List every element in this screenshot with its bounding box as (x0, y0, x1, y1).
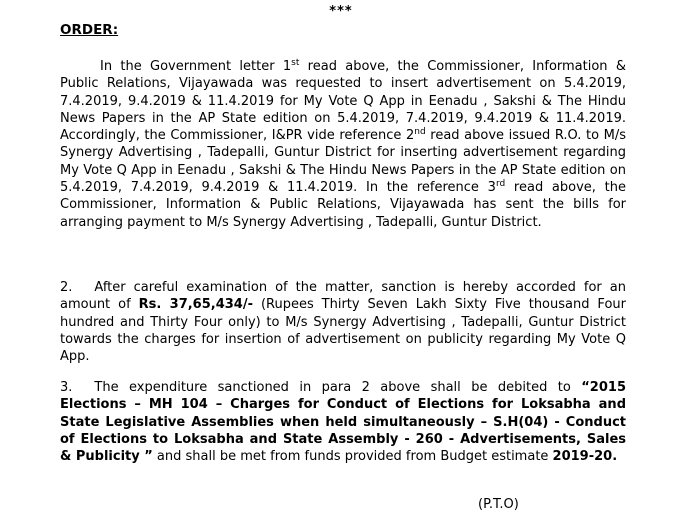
para3-text-1: The expenditure sanctioned in para 2 above shall be debited to (94, 380, 582, 395)
paragraph-3 (60, 379, 626, 465)
para3-number: 3. (60, 380, 73, 395)
para3-text-2: and shall be met from funds provided from Budget estimate (152, 449, 553, 465)
order-heading: ORDER: (60, 22, 119, 38)
para1-sup-1: st (291, 58, 300, 68)
para1-text-4: read above, the Commissioner, Information & Public Relations, Vijayawada has sent the bills for arranging payment to M/s Synergy Advertising , Tadepalli, Guntur District. (60, 180, 626, 230)
pto-label: (P.T.O) (478, 497, 519, 512)
paragraph-1 (60, 58, 626, 231)
para1-text-2: read above, the Commissioner, Information & Public Relations, Vijayawada was requested to insert advertisement on 5.4.2019, 7.4.2019, 9.4.2019 & 11.4.2019 for My Vote Q App in Eenadu , Sakshi & The Hindu News Papers in the AP State edition on 5.4.2019, 7.4.2019, 9.4.2019 & 11.4.2019. Accordingly, the Commissioner, I&PR vide reference 2 (60, 59, 626, 144)
para2-text-2: (Rupees Thirty Seven Lakh Sixty Five thousand Four hundred and Thirty Four only) to M/s Synergy Advertising , Tadepalli, Guntur District towards the charges for insertion of advertisement on publicity regarding My Vote Q App. (60, 297, 626, 365)
para1-text-3: read above issued R.O. to M/s Synergy Advertising , Tadepalli, Guntur District for inserting advertisement regarding My Vote Q App in Eenadu , Sakshi & The Hindu News Papers in the AP State edition on 5.4.2019, 7.4.2019, 9.4.2019 & 11.4.2019. In the reference 3 (60, 128, 626, 196)
para1-text-1: In the Government letter 1 (100, 59, 292, 74)
para1-sup-2: nd (414, 127, 426, 138)
budget-year: 2019-20. (552, 449, 618, 465)
sanction-amount: Rs. 37,65,434/- (138, 297, 253, 313)
budget-head: “2015 Elections – MH 104 – Charges for Conduct of Elections for Loksabha and State Legislative Assemblies when held simultaneously – S.H(04) - Conduct of Elections to Loksabha and State Assembly - 260 - Advertisements, Sales & Publicity ” (60, 380, 626, 465)
paragraph-2 (60, 279, 626, 365)
para2-number: 2. (60, 280, 73, 295)
para2-text-1: After careful examination of the matter, sanction is hereby accorded for an amount of (60, 280, 626, 313)
header-stars: *** (329, 4, 353, 19)
para1-sup-3: rd (495, 179, 506, 190)
